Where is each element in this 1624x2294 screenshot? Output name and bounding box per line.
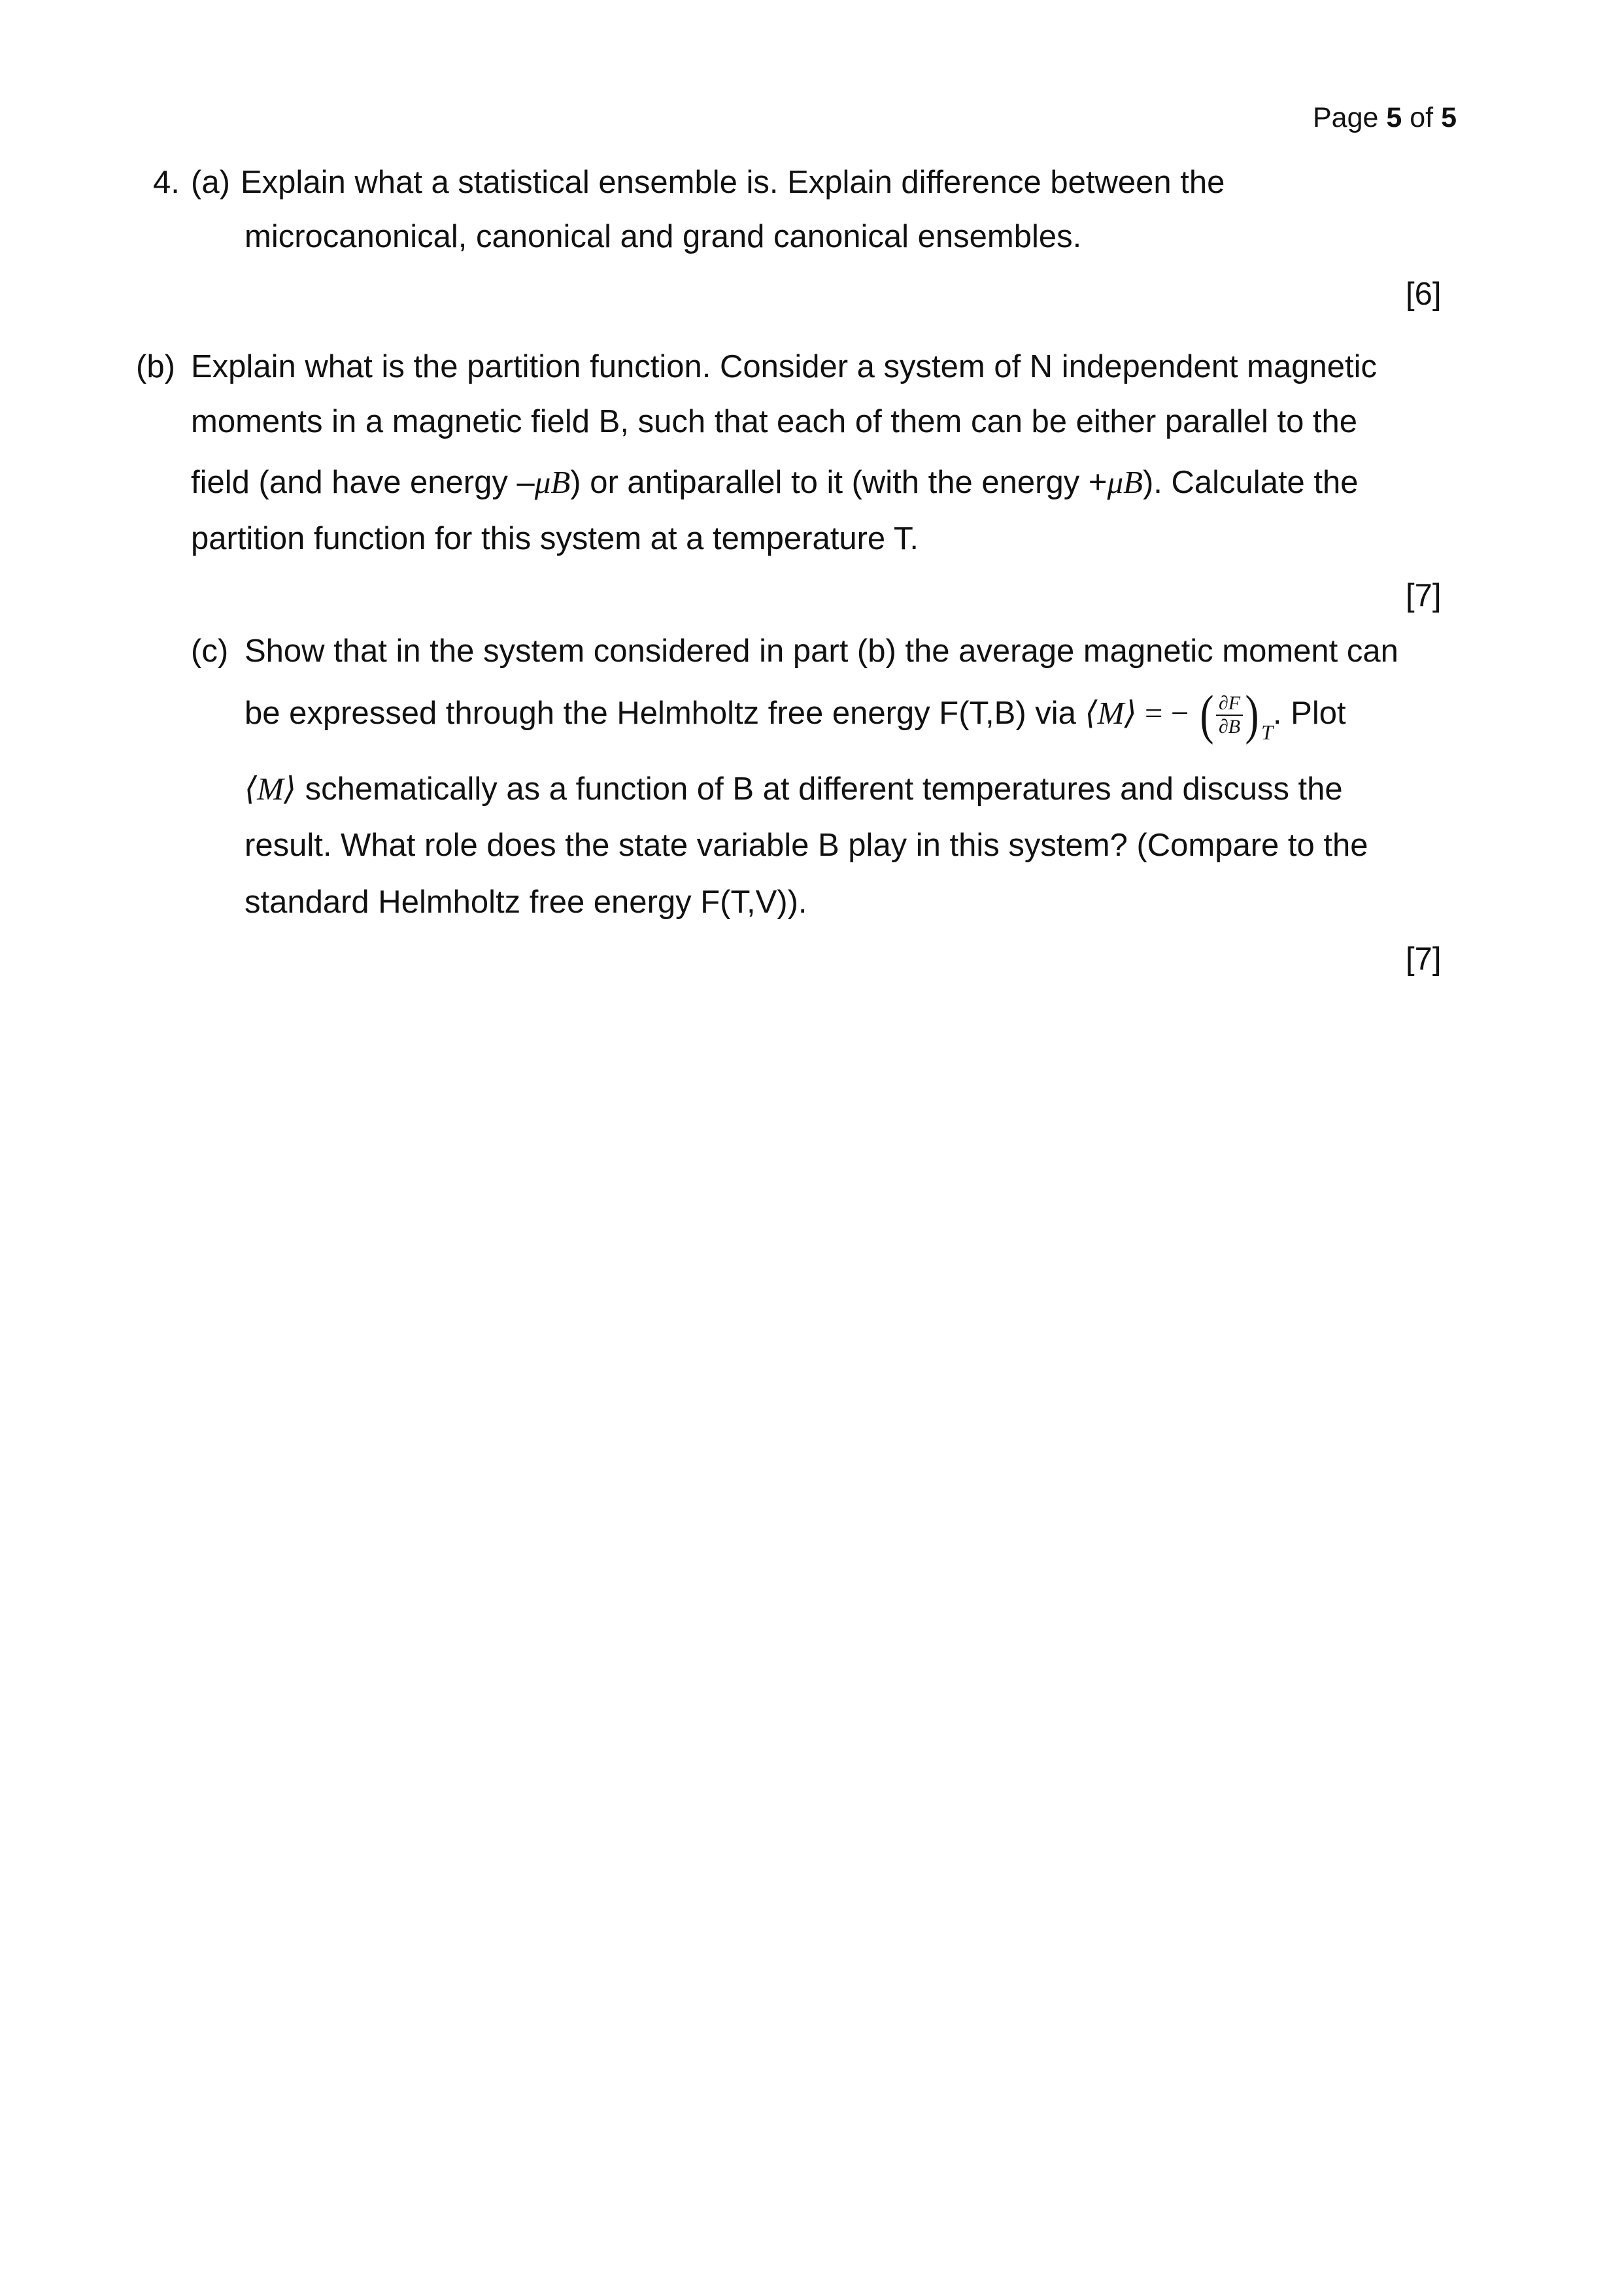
energy-mu-b-negative: μB: [534, 464, 571, 500]
part-a-line-1: Explain what a statistical ensemble is. Explain difference between the: [241, 165, 1225, 200]
open-paren: (: [1200, 684, 1214, 746]
equals-minus: = −: [1136, 695, 1189, 731]
page-prefix: Page: [1313, 102, 1379, 133]
average-moment-symbol: ⟨M⟩: [1085, 695, 1137, 731]
page-of: of: [1410, 102, 1434, 133]
page-total: 5: [1441, 102, 1457, 133]
part-a-label: (a): [191, 165, 230, 200]
part-c-line-2-post: . Plot: [1272, 696, 1346, 731]
part-b-line-3-mid: ) or antiparallel to it (with the energy +: [570, 465, 1108, 500]
part-c-label: (c): [191, 633, 229, 669]
part-b-line-2: moments in a magnetic field B, such that each of them can be either parallel to the: [191, 404, 1358, 439]
part-a-line-2: microcanonical, canonical and grand canonical ensembles.: [245, 219, 1082, 254]
question-number: 4.: [153, 165, 180, 200]
frac-numerator: ∂F: [1216, 694, 1243, 716]
close-paren: ): [1245, 684, 1259, 746]
partial-derivative-fraction: [1216, 694, 1243, 737]
part-a-marks: [6]: [1406, 277, 1442, 312]
part-b-line-3: [191, 466, 1359, 499]
frac-subscript: T: [1261, 720, 1273, 744]
part-c-marks: [7]: [1406, 941, 1442, 977]
part-b-line-3-pre: field (and have energy –: [191, 465, 535, 500]
part-c-line-1: Show that in the system considered in part (b) the average magnetic moment can: [245, 633, 1398, 669]
page-number: [1313, 102, 1457, 134]
part-c-line-2: [245, 684, 1346, 746]
part-c-line-2-pre: be expressed through the Helmholtz free energy F(T,B) via: [245, 696, 1076, 731]
part-c-line-4: result. What role does the state variable B play in this system? (Compare to the: [245, 828, 1368, 863]
average-moment-symbol-2: ⟨M⟩: [245, 771, 297, 807]
part-b-line-4: partition function for this system at a temperature T.: [191, 521, 919, 556]
energy-mu-b-positive: μB: [1107, 464, 1143, 500]
frac-denominator: ∂B: [1218, 716, 1241, 738]
part-b-marks: [7]: [1406, 578, 1442, 613]
part-c-line-3-post: schematically as a function of B at different temperatures and discuss the: [296, 771, 1343, 807]
part-b-line-3-post: ). Calculate the: [1142, 465, 1359, 500]
part-c-line-5: standard Helmholtz free energy F(T,V)).: [245, 885, 807, 920]
part-b-label: (b): [136, 349, 175, 384]
part-b-line-1: Explain what is the partition function. Consider a system of N independent magnetic: [191, 349, 1378, 384]
page-current: 5: [1386, 102, 1402, 133]
part-c-line-3: [245, 773, 1343, 805]
